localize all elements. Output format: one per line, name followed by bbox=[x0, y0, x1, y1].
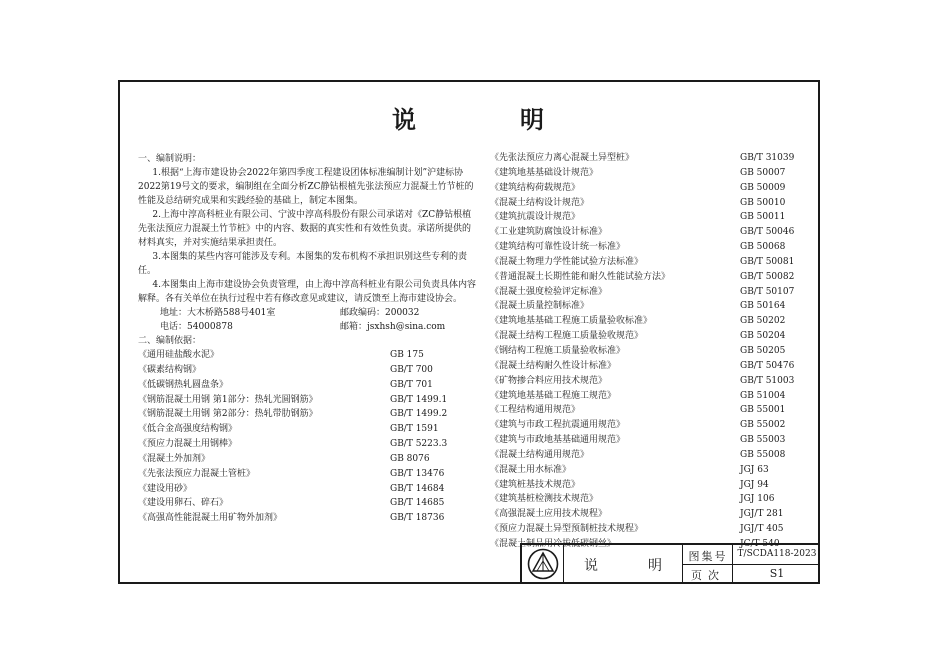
standard-name: 《工程结构通用规范》 bbox=[490, 405, 581, 416]
standard-name: 《先张法预应力混凝土管桩》 bbox=[138, 468, 256, 479]
standard-row bbox=[138, 437, 478, 452]
standard-code: GB/T 50046 bbox=[740, 227, 795, 238]
standard-name: 《低合金高强度结构钢》 bbox=[138, 424, 238, 435]
standard-code: GB/T 51003 bbox=[740, 375, 795, 386]
standard-row bbox=[138, 452, 478, 467]
standard-name: 《建筑基桩检测技术规范》 bbox=[490, 494, 599, 505]
standard-name: 《混凝土质量控制标准》 bbox=[490, 301, 590, 312]
standard-name: 《高强高性能混凝土用矿物外加剂》 bbox=[138, 513, 283, 524]
standard-row bbox=[490, 344, 810, 359]
standard-code: GB/T 1499.2 bbox=[390, 409, 448, 420]
page-title: 说 明 bbox=[392, 105, 584, 134]
standard-code: GB 50009 bbox=[740, 182, 786, 193]
standard-name: 《混凝土制品用冷拔低碳钢丝》 bbox=[490, 538, 617, 549]
right-column bbox=[490, 151, 810, 552]
standard-row bbox=[490, 418, 810, 433]
standard-code: GB 50164 bbox=[740, 301, 786, 312]
standard-name: 《钢结构工程施工质量验收标准》 bbox=[490, 345, 626, 356]
standard-code: GB 50204 bbox=[740, 331, 786, 342]
standard-code: GB/T 14685 bbox=[390, 498, 445, 509]
standard-name: 《混凝土结构通用规范》 bbox=[490, 449, 590, 460]
standard-code: GB 50068 bbox=[740, 242, 786, 253]
standard-row bbox=[138, 511, 478, 526]
standard-row bbox=[490, 270, 810, 285]
standard-row bbox=[490, 359, 810, 374]
standard-name: 《碳素结构钢》 bbox=[138, 364, 202, 375]
left-standards-list bbox=[138, 348, 478, 526]
standard-code: GB 8076 bbox=[390, 453, 430, 464]
standard-code: GB 50205 bbox=[740, 345, 786, 356]
standard-name: 《低碳钢热轧圆盘条》 bbox=[138, 379, 229, 390]
standard-row bbox=[490, 314, 810, 329]
standard-name: 《预应力混凝土异型预制桩技术规程》 bbox=[490, 524, 644, 535]
title-block-row-divider bbox=[682, 564, 818, 565]
standard-row bbox=[138, 496, 478, 511]
standard-code: GB 50011 bbox=[740, 212, 786, 223]
standard-code: GB 50010 bbox=[740, 197, 786, 208]
standard-name: 《预应力混凝土用钢棒》 bbox=[138, 439, 238, 450]
standard-name: 《钢筋混凝土用钢 第2部分：热轧带肋钢筋》 bbox=[138, 409, 318, 420]
standard-name: 《钢筋混凝土用钢 第1部分：热轧光圆钢筋》 bbox=[138, 394, 318, 405]
standard-row bbox=[138, 348, 478, 363]
standard-code: GB 175 bbox=[390, 350, 424, 360]
standard-code: JGJ 63 bbox=[740, 464, 769, 475]
paragraph-3: 3.本图集的某些内容可能涉及专利。本图集的发布机构不承担识别这些专利的责任。 bbox=[138, 252, 467, 276]
standard-row bbox=[138, 407, 478, 422]
standard-row bbox=[138, 422, 478, 437]
standard-row bbox=[490, 210, 810, 225]
standard-name: 《普通混凝土长期性能和耐久性能试验方法》 bbox=[490, 271, 671, 282]
standard-row bbox=[490, 478, 810, 493]
standard-row bbox=[138, 378, 478, 393]
standard-row bbox=[490, 433, 810, 448]
left-column bbox=[138, 152, 478, 526]
standard-row bbox=[138, 467, 478, 482]
address-row bbox=[138, 306, 478, 320]
standard-name: 《工业建筑防腐蚀设计标准》 bbox=[490, 227, 608, 238]
standard-name: 《先张法预应力离心混凝土异型桩》 bbox=[490, 153, 635, 163]
standard-name: 《混凝土用水标准》 bbox=[490, 464, 572, 475]
email: 邮箱：jsxhsh@sina.com bbox=[340, 322, 446, 332]
standard-code: JGJ 94 bbox=[740, 479, 769, 490]
standard-code: GB/T 31039 bbox=[740, 153, 795, 163]
page-number-value: S1 bbox=[769, 567, 785, 580]
standard-row bbox=[490, 255, 810, 270]
standard-name: 《建设用砂》 bbox=[138, 483, 193, 494]
right-standards-list bbox=[490, 151, 810, 552]
standard-code: GB/T 701 bbox=[390, 379, 433, 390]
standard-code: JGJ 106 bbox=[740, 494, 775, 505]
standard-code: GB/T 50107 bbox=[740, 286, 795, 297]
triangle-circle-logo-icon bbox=[527, 548, 559, 580]
standard-code: GB/T 14684 bbox=[390, 483, 445, 494]
address: 地址：大木桥路588号401室 bbox=[160, 308, 276, 318]
standard-row bbox=[490, 374, 810, 389]
standard-code: GB 50007 bbox=[740, 167, 786, 178]
standard-name: 《混凝土外加剂》 bbox=[138, 453, 211, 464]
standard-code: JGJ/T 281 bbox=[740, 509, 784, 520]
standard-code: GB/T 18736 bbox=[390, 513, 445, 524]
standard-row bbox=[490, 240, 810, 255]
standard-row bbox=[490, 285, 810, 300]
standard-code: GB/T 50082 bbox=[740, 271, 795, 282]
standard-code: GB 55008 bbox=[740, 449, 786, 460]
standard-row bbox=[490, 403, 810, 418]
standard-code: JC/T 540 bbox=[740, 538, 780, 549]
standard-code: GB/T 5223.3 bbox=[390, 439, 448, 450]
standard-row bbox=[490, 463, 810, 478]
page-number-label: 页次 bbox=[691, 569, 725, 582]
standard-name: 《建筑地基基础设计规范》 bbox=[490, 167, 599, 178]
standard-name: 《建筑结构荷载规范》 bbox=[490, 182, 581, 193]
standard-row bbox=[490, 196, 810, 211]
standard-name: 《混凝土结构耐久性设计标准》 bbox=[490, 360, 617, 371]
standard-code: GB/T 1591 bbox=[390, 424, 439, 435]
standard-code: GB/T 50476 bbox=[740, 360, 795, 371]
standard-row bbox=[490, 329, 810, 344]
standard-name: 《建筑地基基础工程施工规范》 bbox=[490, 390, 617, 401]
standard-name: 《建筑地基基础工程施工质量验收标准》 bbox=[490, 316, 653, 327]
title-block-divider bbox=[563, 545, 564, 583]
standard-row bbox=[490, 522, 810, 537]
standard-name: 《混凝土结构设计规范》 bbox=[490, 197, 590, 208]
paragraph-2: 2.上海中淳高科桩业有限公司、宁波中淳高科股份有限公司承诺对《ZC静钻根植先张法预应力混凝土竹节桩》中的内容、数据的真实性和有效性负责。承诺所提供的材料真实，并对实施结果承担责任。 bbox=[138, 210, 472, 248]
standard-name: 《混凝土强度检验评定标准》 bbox=[490, 286, 608, 297]
standard-row bbox=[138, 393, 478, 408]
standard-row bbox=[490, 507, 810, 522]
standard-row bbox=[490, 181, 810, 196]
paragraph-4: 4.本图集由上海市建设协会负责管理，由上海中淳高科桩业有限公司负责具体内容解释。各有关单位在执行过程中若有修改意见或建议，请反馈至上海市建设协会。 bbox=[138, 280, 476, 304]
standard-name: 《建筑结构可靠性设计统一标准》 bbox=[490, 242, 626, 253]
standard-code: GB 55003 bbox=[740, 435, 786, 446]
standard-name: 《通用硅盐酸水泥》 bbox=[138, 350, 220, 360]
standard-code: GB/T 50081 bbox=[740, 256, 795, 267]
standard-code: JGJ/T 405 bbox=[740, 524, 784, 535]
standard-name: 《建筑与市政工程抗震通用规范》 bbox=[490, 420, 626, 431]
standard-row bbox=[138, 482, 478, 497]
title-block bbox=[520, 543, 818, 583]
standard-code: GB 55001 bbox=[740, 405, 786, 416]
standard-row bbox=[490, 299, 810, 314]
standard-code: GB/T 700 bbox=[390, 364, 433, 375]
standard-name: 《建筑桩基技术规范》 bbox=[490, 479, 581, 490]
standard-name: 《矿物掺合料应用技术规范》 bbox=[490, 375, 608, 386]
standard-name: 《混凝土结构工程施工质量验收规范》 bbox=[490, 331, 644, 342]
standard-row bbox=[490, 448, 810, 463]
standard-name: 《混凝土物理力学性能试验方法标准》 bbox=[490, 256, 644, 267]
contact-row bbox=[138, 320, 478, 334]
standard-name: 《建筑与市政地基基础通用规范》 bbox=[490, 435, 626, 446]
phone: 电话：54000878 bbox=[160, 322, 233, 332]
standard-code: GB 51004 bbox=[740, 390, 786, 401]
section-heading-2: 二、编制依据： bbox=[138, 336, 202, 346]
standard-code: GB 55002 bbox=[740, 420, 786, 431]
section-heading-1: 一、编制说明： bbox=[138, 154, 202, 164]
standard-row bbox=[490, 225, 810, 240]
title-block-name: 说 明 bbox=[584, 558, 680, 574]
standard-code: GB/T 13476 bbox=[390, 468, 445, 479]
standard-name: 《建筑抗震设计规范》 bbox=[490, 212, 581, 223]
standard-code: GB/T 1499.1 bbox=[390, 394, 448, 405]
standard-code: GB 50202 bbox=[740, 316, 786, 327]
atlas-number-label: 图集号 bbox=[688, 550, 728, 563]
standard-row bbox=[490, 492, 810, 507]
atlas-number-value: T/SCDA118-2023 bbox=[737, 549, 817, 559]
standard-row bbox=[490, 166, 810, 181]
standard-name: 《高强混凝土应用技术规程》 bbox=[490, 509, 608, 520]
postcode: 邮政编码：200032 bbox=[340, 308, 420, 318]
standard-row bbox=[490, 151, 810, 166]
standard-name: 《建设用卵石、碎石》 bbox=[138, 498, 229, 509]
standard-row bbox=[490, 389, 810, 404]
paragraph-1: 1.根据“上海市建设协会2022年第四季度工程建设团体标准编制计划”沪建标协2022第19号文的要求，编制组在全面分析ZC静钻根植先张法预应力混凝土竹节桩的性能及总结研究成果和实践经验的基础上，制定本图集。 bbox=[138, 168, 474, 206]
standard-row bbox=[138, 363, 478, 378]
